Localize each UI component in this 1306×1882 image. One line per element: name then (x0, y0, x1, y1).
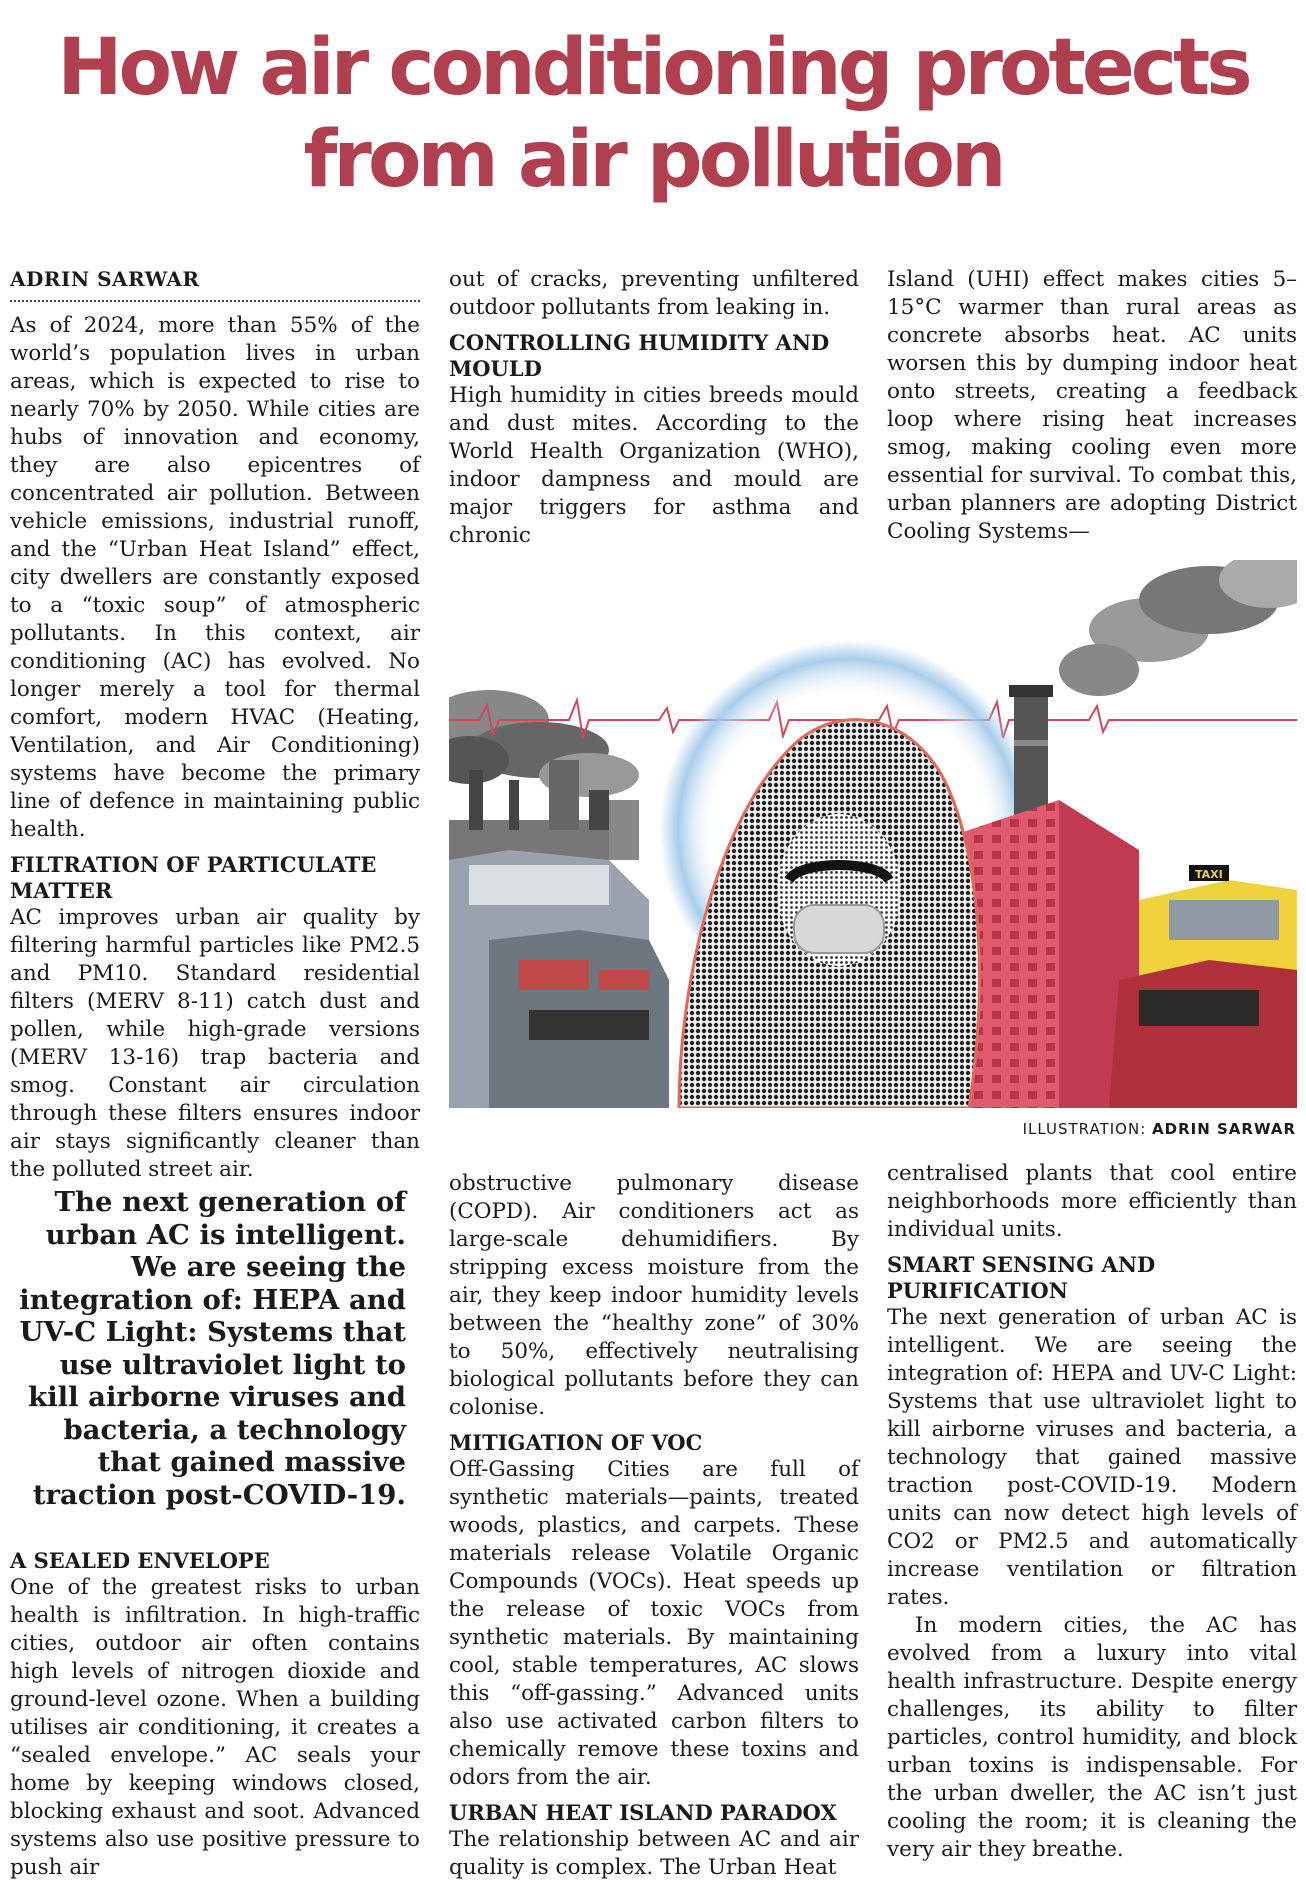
column-1-bottom (10, 1548, 420, 1882)
illustration-credit (1023, 1120, 1296, 1138)
credit-label: ILLUSTRATION: (1022, 1120, 1147, 1138)
closing-paragraph: In modern cities, the AC has evolved from a luxury into vital health infrastructure. Despite energy challenges, its ability to filter particles, control humidity, and block urban toxins is indispensable. For the urban dweller, the AC isn’t just cooling the room; it is cleaning the very air they breathe. (887, 1613, 1297, 1862)
column-3-top (887, 266, 1297, 546)
smart-sensing-paragraph: The next generation of urban AC is intelligent. We are seeing the integration of: HEPA and UV-C Light: Systems that use ultraviolet light to kill airborne viruses and bacteria, a technology that gained massive traction post-COVID-19. Modern units can now detect high levels of CO2 or PM2.5 and automatically increase ventilation or filtration rates. (887, 1305, 1297, 1610)
headline: How air conditioning protects from air pollution (57, 23, 1249, 205)
voc-paragraph: Off-Gassing Cities are full of synthetic materials—paints, treated woods, plastics, and carpets. These materials release Volatile Organic Compounds (VOCs). Heat speeds up the release of toxic VOCs from synthetic materials. By maintaining cool, stable temperatures, AC slows this “off-gassing.” Advanced units also use activated carbon filters to chemically remove these toxins and odors from the air. (449, 1457, 859, 1790)
byline: ADRIN SARWAR (10, 266, 420, 302)
illustration (449, 560, 1297, 1108)
heading-uhi: URBAN HEAT ISLAND PARADOX (449, 1800, 837, 1825)
uhi-continued-2: centralised plants that cool entire neighborhoods more efficiently than individual units. (887, 1161, 1297, 1242)
credit-name: ADRIN SARWAR (1152, 1120, 1296, 1138)
column-2-bottom (449, 1170, 859, 1882)
heading-humidity: CONTROLLING HUMIDITY AND MOULD (449, 330, 830, 381)
heading-smart-sensing: SMART SENSING AND PURIFICATION (887, 1252, 1156, 1303)
traffic-cars (449, 850, 669, 1108)
intro-paragraph: As of 2024, more than 55% of the world’s population lives in urban areas, which is expected to rise to nearly 70% by 2050. While cities are hubs of innovation and economy, they are also epicentres of concentrated air pollution. Between vehicle emissions, industrial runoff, and the “Urban Heat Island” effect, city dwellers are constantly exposed to a “toxic soup” of atmospheric pollutants. In this context, air conditioning (AC) has evolved. No longer merely a tool for thermal comfort, modern HVAC (Heating, Ventilation, and Air Conditioning) systems have become the primary line of defence in maintaining public health. (10, 313, 420, 842)
uhi-continued: Island (UHI) effect makes cities 5–15°C warmer than rural areas as concrete absorbs heat. AC units worsen this by dumping indoor heat onto streets, creating a feedback loop where rising heat increases smog, making cooling even more essential for survival. To combat this, urban planners are adopting District Cooling Systems— (887, 267, 1297, 544)
uhi-paragraph: The relationship between AC and air quality is complex. The Urban Heat (449, 1827, 859, 1880)
heading-voc: MITIGATION OF VOC (449, 1430, 703, 1455)
humidity-paragraph: High humidity in cities breeds mould and dust mites. According to the World Health Organization (WHO), indoor dampness and mould are major triggers for asthma and chronic (449, 383, 859, 548)
taxi-sign: TAXI (1195, 868, 1223, 881)
sealed-envelope-continued: out of cracks, preventing unfiltered outdoor pollutants from leaking in. (449, 267, 859, 320)
column-1-top (10, 266, 420, 1184)
filtration-paragraph: AC improves urban air quality by filtering harmful particles like PM2.5 and PM10. Standard residential filters (MERV 8-11) catch dust and pollen, while high-grade versions (MERV 13-16) trap bacteria and smog. Constant air circulation through these filters ensures indoor air stays significantly cleaner than the polluted street air. (10, 905, 420, 1182)
heading-sealed-envelope: A SEALED ENVELOPE (10, 1548, 270, 1573)
pull-quote: The next generation of urban AC is intelligent. We are seeing the integration of: HEPA and UV-C Light: Systems that use ultraviolet light to kill airborne viruses and bacteria, a technology that gained massive traction post-COVID-19. (19, 1186, 406, 1511)
column-2-top (449, 266, 859, 550)
smoke-right (1059, 560, 1297, 696)
sealed-envelope-paragraph: One of the greatest risks to urban health is infiltration. In high-traffic cities, outdoor air often contains high levels of nitrogen dioxide and ground-level ozone. When a building utilises air conditioning, it creates a “sealed envelope.” AC seals your home by keeping windows closed, blocking exhaust and soot. Advanced systems also use positive pressure to push air (10, 1575, 420, 1880)
column-3-bottom (887, 1160, 1297, 1864)
illustration-artwork (449, 560, 1297, 1108)
heading-filtration: FILTRATION OF PARTICULATE MATTER (10, 852, 377, 903)
humidity-continued: obstructive pulmonary disease (COPD). Air conditioners act as large-scale dehumidifiers. By stripping excess moisture from the air, they keep indoor humidity levels between the “healthy zone” of 30% to 50%, effectively neutralising biological pollutants before they can colonise. (449, 1171, 859, 1420)
